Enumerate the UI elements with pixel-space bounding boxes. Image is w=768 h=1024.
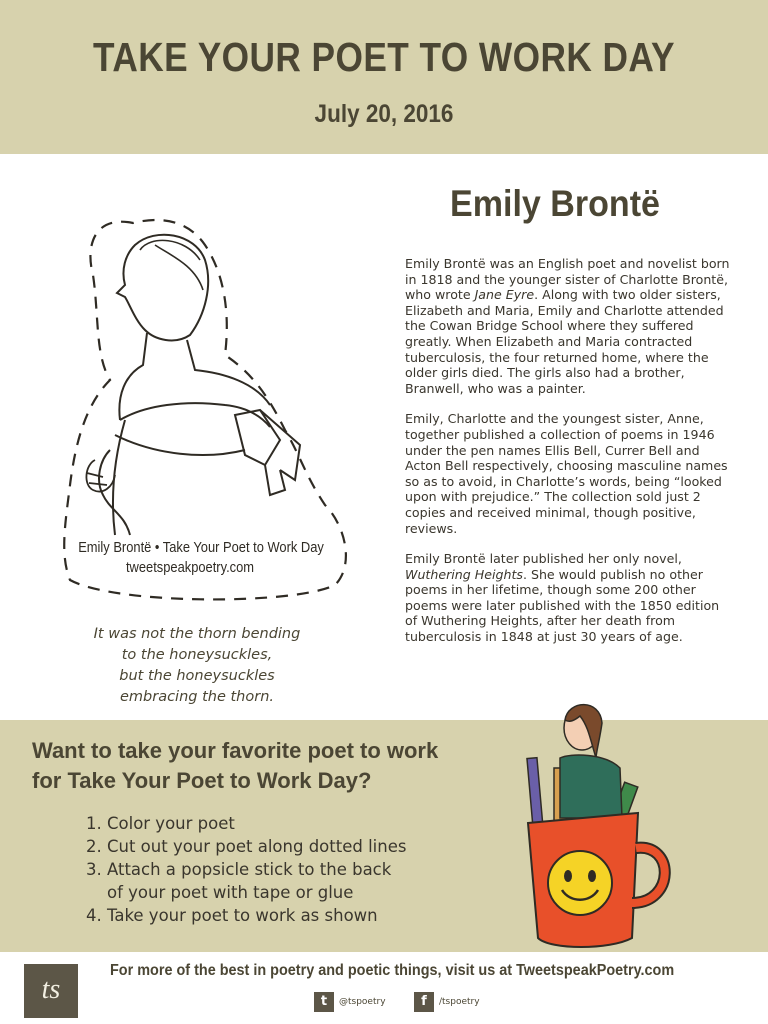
quote-line: but the honeysuckles bbox=[119, 668, 275, 684]
footer-message: For more of the best in poetry and poetic things, visit us at TweetspeakPoetry.com bbox=[110, 962, 675, 979]
tweetspeak-logo[interactable] bbox=[24, 964, 78, 1018]
mug-illustration bbox=[510, 698, 680, 956]
instructions-heading bbox=[32, 736, 438, 796]
quote-line: It was not the thorn bending bbox=[93, 626, 301, 642]
twitter-icon: t bbox=[314, 992, 334, 1012]
heading-line: for Take Your Poet to Work Day? bbox=[32, 768, 372, 793]
list-item: 1. Color your poet bbox=[86, 814, 235, 833]
logo-text: ts bbox=[41, 974, 61, 1005]
facebook-link[interactable] bbox=[414, 992, 480, 1012]
bio-paragraph bbox=[405, 256, 735, 396]
bio-paragraph bbox=[405, 411, 735, 536]
bio-text: Emily, Charlotte and the youngest sister, Anne, together published a collection of poems in 1946 under the pen names Ellis Bell, Currer Bell and Acton Bell respectively, choosing masculine names so as to avoid, in Charlotte’s words, being “looked upon with prejudice.” The collection sold just 2 copies and received minimal, though positive, reviews. bbox=[405, 411, 728, 536]
page-title: TAKE YOUR POET TO WORK DAY bbox=[93, 34, 675, 80]
list-item: 4. Take your poet to work as shown bbox=[86, 906, 378, 925]
cutout-website: tweetspeakpoetry.com bbox=[125, 559, 255, 576]
facebook-handle: /tspoetry bbox=[439, 997, 480, 1007]
bio-text: Emily Brontë was an English poet and novelist born in 1818 and the younger sister of Charlotte Brontë, who wrote bbox=[405, 256, 730, 303]
bio-paragraph bbox=[405, 551, 735, 645]
instruction-steps bbox=[86, 812, 406, 927]
cutout-caption: Emily Brontë • Take Your Poet to Work Day bbox=[78, 539, 324, 556]
list-item: 2. Cut out your poet along dotted lines bbox=[86, 837, 407, 856]
bio-text: . Along with two older sisters, Elizabeth and Maria, Emily and Charlotte attended the Cowan Bridge School where they suffered greatly. When Elizabeth and Maria contracted tuberculosis, the four returned home, where the older girls died. The girls also had a brother, Branwell, who was a painter. bbox=[405, 287, 724, 396]
quote-line: to the honeysuckles, bbox=[121, 647, 273, 663]
twitter-handle: @tspoetry bbox=[339, 997, 386, 1007]
heading-line: Want to take your favorite poet to work bbox=[32, 738, 439, 763]
bio-text: Emily Brontë later published her only novel, bbox=[405, 551, 682, 567]
book-title: Wuthering Heights bbox=[405, 566, 523, 582]
list-item: 3. Attach a popsicle stick to the back bbox=[86, 860, 392, 879]
poet-name-heading: Emily Brontë bbox=[450, 183, 660, 224]
book-title: Jane Eyre bbox=[474, 287, 535, 303]
facebook-icon: f bbox=[414, 992, 434, 1012]
quote-line: embracing the thorn. bbox=[119, 689, 274, 705]
poem-quote bbox=[52, 624, 342, 708]
list-item: of your poet with tape or glue bbox=[86, 883, 354, 902]
poet-biography bbox=[405, 256, 735, 660]
twitter-link[interactable] bbox=[314, 992, 386, 1012]
event-date: July 20, 2016 bbox=[314, 100, 454, 128]
bio-text: . She would publish no other poems in her lifetime, though some 200 other poems were later published with the 1850 edition of Wuthering Heights, after her death from tuberculosis in 1848 at just 30 years of age. bbox=[405, 566, 720, 645]
